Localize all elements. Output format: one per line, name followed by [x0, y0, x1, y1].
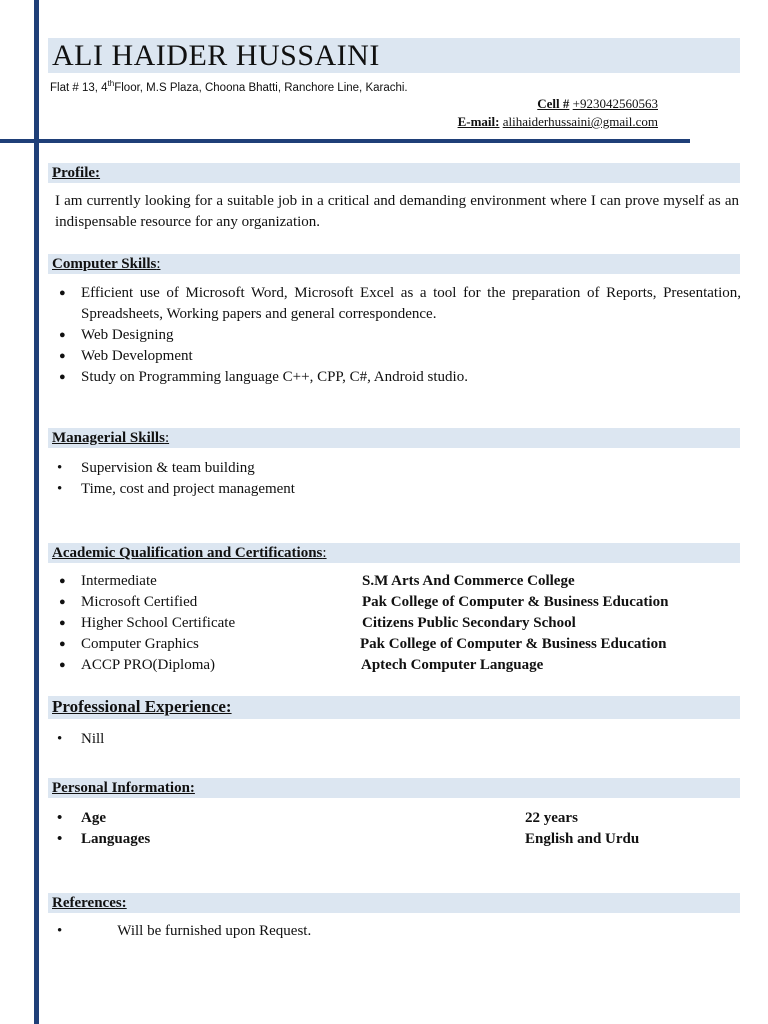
languages-value: English and Urdu — [525, 831, 640, 847]
address: Flat # 13, 4thFloor, M.S Plaza, Choona Bhatti, Ranchore Line, Karachi. — [50, 79, 408, 94]
list-item: • Time, cost and project management — [55, 479, 295, 500]
list-item: ● Web Designing — [55, 325, 741, 346]
email-link[interactable]: alihaiderhussaini@gmail.com — [502, 114, 658, 129]
computer-skills-list — [55, 283, 741, 388]
institution: Pak College of Computer & Business Education — [362, 594, 669, 610]
qualification-row: ● Intermediate — [59, 573, 157, 589]
list-item: ● Efficient use of Microsoft Word, Microsoft Excel as a tool for the preparation of Reports, Presentation, Spreadsheets, Working papers and general correspondence. — [55, 283, 741, 325]
qualification-row: ● Higher School Certificate — [59, 615, 236, 631]
references-band — [48, 893, 740, 913]
experience-list — [55, 729, 104, 750]
age-value: 22 years — [525, 810, 578, 826]
institution: S.M Arts And Commerce College — [362, 573, 575, 589]
header-divider — [0, 139, 690, 143]
email-label: E-mail: — [457, 114, 500, 129]
list-item: • Nill — [55, 729, 104, 750]
list-item: • Supervision & team building — [55, 458, 295, 479]
references-heading: References: — [52, 895, 127, 911]
institution: Pak College of Computer & Business Education — [360, 636, 667, 652]
list-item: • Languages — [55, 829, 150, 850]
cell-label: Cell # — [537, 96, 570, 111]
academic-heading: Academic Qualification and Certifications: — [52, 545, 327, 561]
institution: Citizens Public Secondary School — [362, 615, 576, 631]
list-item: • Age — [55, 808, 150, 829]
candidate-name: ALI HAIDER HUSSAINI — [52, 39, 380, 72]
left-accent-bar — [34, 0, 39, 1024]
references-item: • Will be furnished upon Request. — [57, 923, 312, 939]
personal-list — [55, 808, 150, 850]
institution: Aptech Computer Language — [361, 657, 544, 673]
profile-heading: Profile: — [52, 165, 101, 181]
experience-heading: Professional Experience: — [52, 697, 232, 716]
qualification-row: ● Computer Graphics — [59, 636, 199, 652]
cell-line — [537, 96, 658, 112]
profile-band — [48, 163, 740, 183]
profile-text: I am currently looking for a suitable job in a critical and demanding environment where I can prove myself as an indispensable resource for any organization. — [55, 193, 739, 230]
list-item: ● Web Development — [55, 346, 741, 367]
cell-value[interactable]: +923042560563 — [572, 96, 658, 111]
personal-heading: Personal Information: — [52, 780, 195, 796]
qualification-row: ● Microsoft Certified — [59, 594, 198, 610]
computer-skills-heading: Computer Skills: — [52, 256, 161, 272]
managerial-skills-list — [55, 458, 295, 500]
email-line — [458, 114, 658, 130]
managerial-skills-heading: Managerial Skills: — [52, 430, 170, 446]
qualification-row: ● ACCP PRO(Diploma) — [59, 657, 216, 673]
list-item: ● Study on Programming language C++, CPP, C#, Android studio. — [55, 367, 741, 388]
